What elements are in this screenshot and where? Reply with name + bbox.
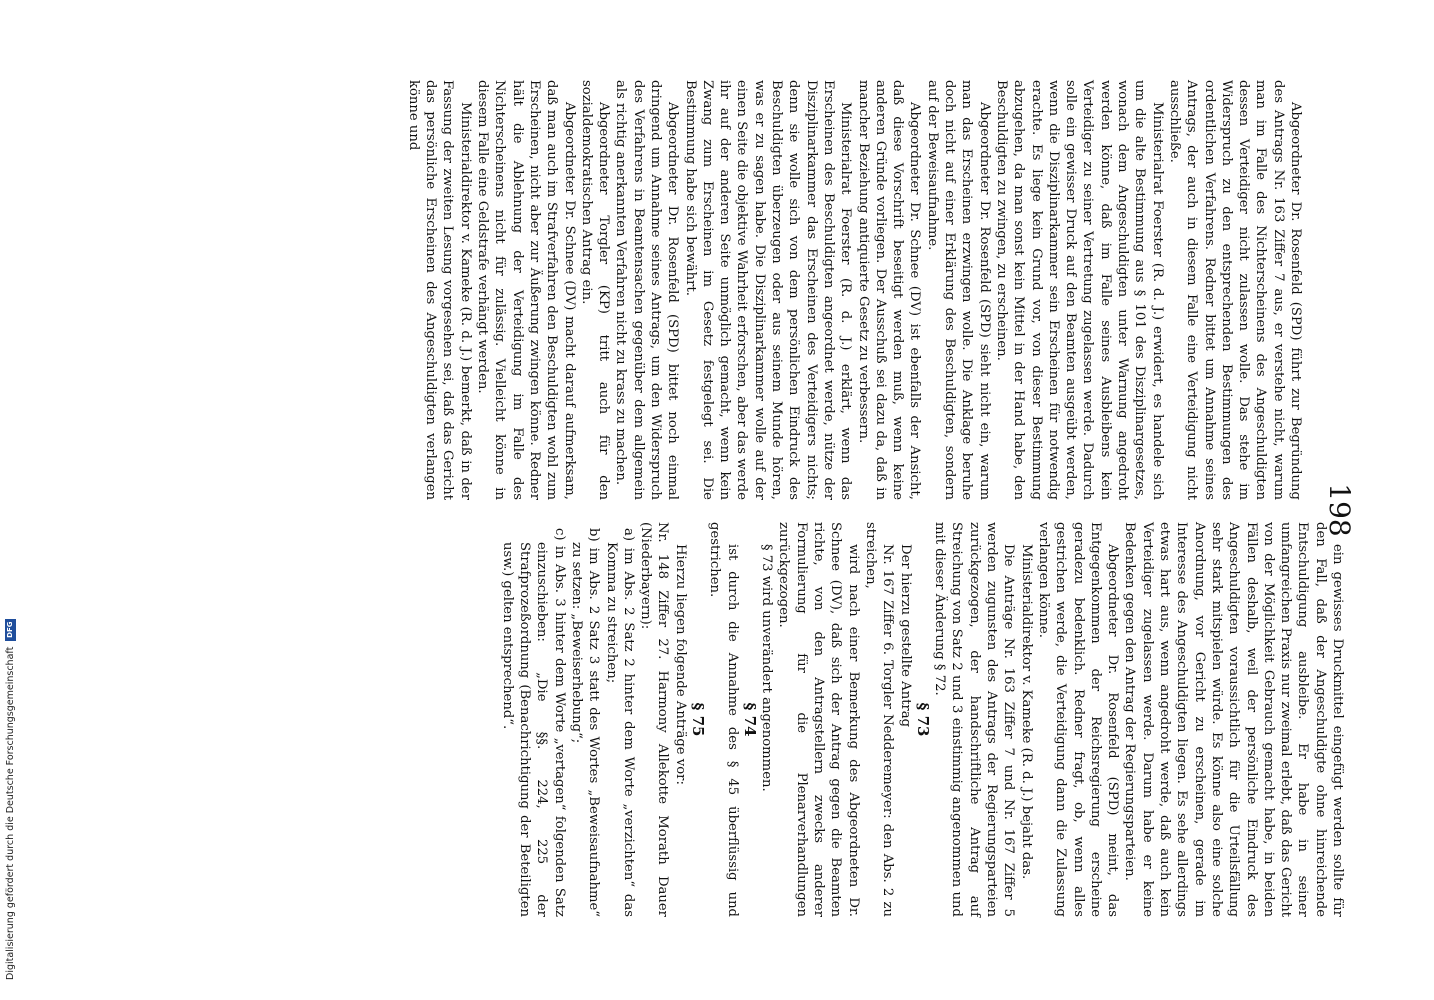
digitization-footer	[0, 0, 20, 1000]
paragraph: Ministerialdirektor v. Kameke (R. d. J.) bejaht das.	[1018, 544, 1034, 880]
list-item: b) im Abs. 2 Satz 3 statt des Wortes „Beweisaufnahme“ zu setzen: „Beweiserhebung“;	[568, 528, 602, 917]
page-number: 198	[1323, 483, 1356, 537]
paragraph: Abgeordneter Dr. Rosenfeld (SPD) führt zur Begründung des Antrags Nr. 163 Ziffer 7 aus, er verstehe nicht, warum man im Falle des Nichterscheinens des Angeschuldigten dessen Verteidiger nicht zulassen wolle. Das stehe im Widerspruch zu den entsprechenden Bestimmungen des ordentlichen Verfahrens. Redner bittet um Annahme seines Antrags, der auch in diesem Falle eine Verteidigung nicht ausschließe.	[1166, 80, 1303, 500]
paragraph: Abgeordneter Torgler (KP) tritt auch für den sozialdemokratischen Antrag ein.	[578, 80, 612, 500]
text-column-left	[405, 80, 1304, 500]
paragraph: ein gewisses Druckmittel eingefügt werden sollte für den Fall, daß der Angeschuldigte ohne hinreichende Entschuldigung ausbleibe. Er habe in seiner umfangreichen Praxis nur zweimal erlebt, daß das Gericht von der Möglichkeit Gebrauch gemacht habe, in beiden Fällen deshalb, weil der persönliche Eindruck des Angeschuldigten voraussichtlich für die Urteilsfällung sehr stark mitspielen würde. Es könne also eine solche Anordnung, vor Gericht zu erscheinen, gerade im Interesse des Angeschuldigten liegen. Es sehe allerdings etwas hart aus, wenn angedroht werde, daß auch kein Verteidiger zugelassen werde. Darum habe er keine Bedenken gegen den Antrag der Regierungsparteien.	[1122, 522, 1345, 917]
paragraph: Abgeordneter Dr. Schnee (DV) ist ebenfalls der Ansicht, daß diese Vorschrift beseitigt werden muß, wenn keine anderen Gründe vorliegen. Der Ausschuß sei dazu da, daß in mancher Beziehung antiquierte Gesetz zu verbessern.	[855, 80, 923, 500]
list-item: c) in Abs. 3 hinter dem Worte „vertagen“ folgenden Satz einzuschieben: „Die §§. 224, 225 der Strafprozeßordnung (Benachrichtigung der Beteiligten usw.) gelten entsprechend“.	[499, 528, 567, 917]
section-heading: § 73	[913, 702, 932, 737]
paragraph: Abgeordneter Dr. Rosenfeld (SPD) meint, das Entgegenkommen der Reichsregierung erscheine geradezu bedenklich. Redner fragt, ob, wenn alles gestrichen werde, die Verteidigung dann die Zulassung verlangen könne.	[1035, 522, 1121, 917]
paragraph: wird nach einer Bemerkung des Abgeordneten Dr. Schnee (DV), daß sich der Antrag gegen die Beamten richte, von den Antragstellern zwecks anderer Formulierung für die Plenarverhandlungen zurückgezogen.	[776, 522, 861, 917]
paragraph: § 73 wird unverändert angenommen.	[759, 544, 775, 792]
paragraph: Die Anträge Nr. 163 Ziffer 7 und Nr. 167 Ziffer 5 werden zugunsten des Antrags der Regierungsparteien zurückgezogen, der handschriftliche Antrag auf Streichung von Satz 2 und 3 einstimmig angenommen und mit dieser Änderung § 72.	[932, 522, 1017, 917]
paragraph: Nr. 148 Ziffer 27. Harmony Allekotte Morath Dauer (Niederbayern):	[638, 522, 671, 917]
paragraph: Ministerialrat Foerster (R. d. J.) erwidert, es handele sich um die alte Bestimmung aus § 101 des Disziplinargesetzes, wonach dem Angeschuldigten unter Warnung angedroht werden könne, daß im Falle seines Ausbleibens kein Verteidiger zu seiner Vertretung zugelassen werde. Dadurch solle ein gewisser Druck auf den Beamten ausgeübt werden, wenn die Disziplinarkammer sein Erscheinen für notwendig erachte. Es liege kein Grund vor, von dieser Bestimmung abzugehen, da man sonst kein Mittel in der Hand habe, den Beschuldigten zu zwingen, zu erscheinen.	[993, 80, 1165, 500]
paragraph: Abgeordneter Dr. Schnee (DV) macht darauf aufmerksam, daß man auch im Strafverfahren den Beschuldigten wohl zum Erscheinen, nicht aber zur Äußerung zwingen könne. Redner hält die Ablehnung der Verteidigung im Falle des Nichterscheinens nicht für zulässig. Vielleicht könne in diesem Falle eine Geldstrafe verhängt werden.	[475, 80, 577, 500]
paragraph: ist durch die Annahme des § 45 überflüssig und gestrichen.	[707, 522, 740, 917]
paragraph: Der hierzu gestellte Antrag	[897, 544, 913, 728]
text-column-right	[498, 522, 1346, 917]
paragraph: Ministerialrat Foerster (R. d. J.) erklärt, wenn das Erscheinen des Beschuldigten angeordnet werde, nütze der Disziplinarkammer das Erscheinen des Verteidigers nichts; denn sie wolle sich von dem persönlichen Eindruck des Beschuldigten überzeugen oder aus seinem Munde hören, was er zu sagen habe. Die Disziplinarkammer wolle auf der einen Seite die objektive Wahrheit erforschen, aber das werde ihr auf der anderen Seite unmöglich gemacht, wenn kein Zwang zum Erscheinen im Gesetz festgelegt sei. Die Bestimmung habe sich bewährt.	[682, 80, 854, 500]
section-heading: § 75	[689, 702, 708, 737]
footer-text: Digitalisierung gefördert durch die Deutsche Forschungsgemeinschaft	[4, 646, 16, 980]
paragraph: Ministerialdirektor v. Kameke (R. d. J.) bemerkt, daß in der Fassung der zweiten Lesung vorgesehen sei, daß das Gericht das persönliche Erscheinen des Angeschuldigten verlangen könne und	[405, 80, 473, 500]
paragraph: Abgeordneter Dr. Rosenfeld (SPD) bittet noch einmal dringend um Annahme seines Antrags, um den Widerspruch des Verfahrens in Beamtensachen gegenüber dem allgemein als richtig anerkannten Verfahren nicht zu krass zu machen.	[613, 80, 681, 500]
paragraph: Nr. 167 Ziffer 6. Torgler Nedderemeyer: den Abs. 2 zu streichen,	[862, 522, 896, 917]
paragraph: Abgeordneter Dr. Rosenfeld (SPD) sieht nicht ein, warum man das Erscheinen erzwingen wolle. Die Anklage beruhe doch nicht auf einer Erklärung des Beschuldigten, sondern auf der Beweisaufnahme.	[924, 80, 992, 500]
section-heading: § 74	[740, 702, 759, 737]
list-item: a) im Abs. 2 Satz 2 hinter dem Worte „verzichten“ das Komma zu streichen;	[603, 528, 636, 917]
dfg-logo-icon: DFG	[5, 619, 16, 641]
paragraph: Hierzu liegen folgende Anträge vor:	[672, 544, 688, 785]
